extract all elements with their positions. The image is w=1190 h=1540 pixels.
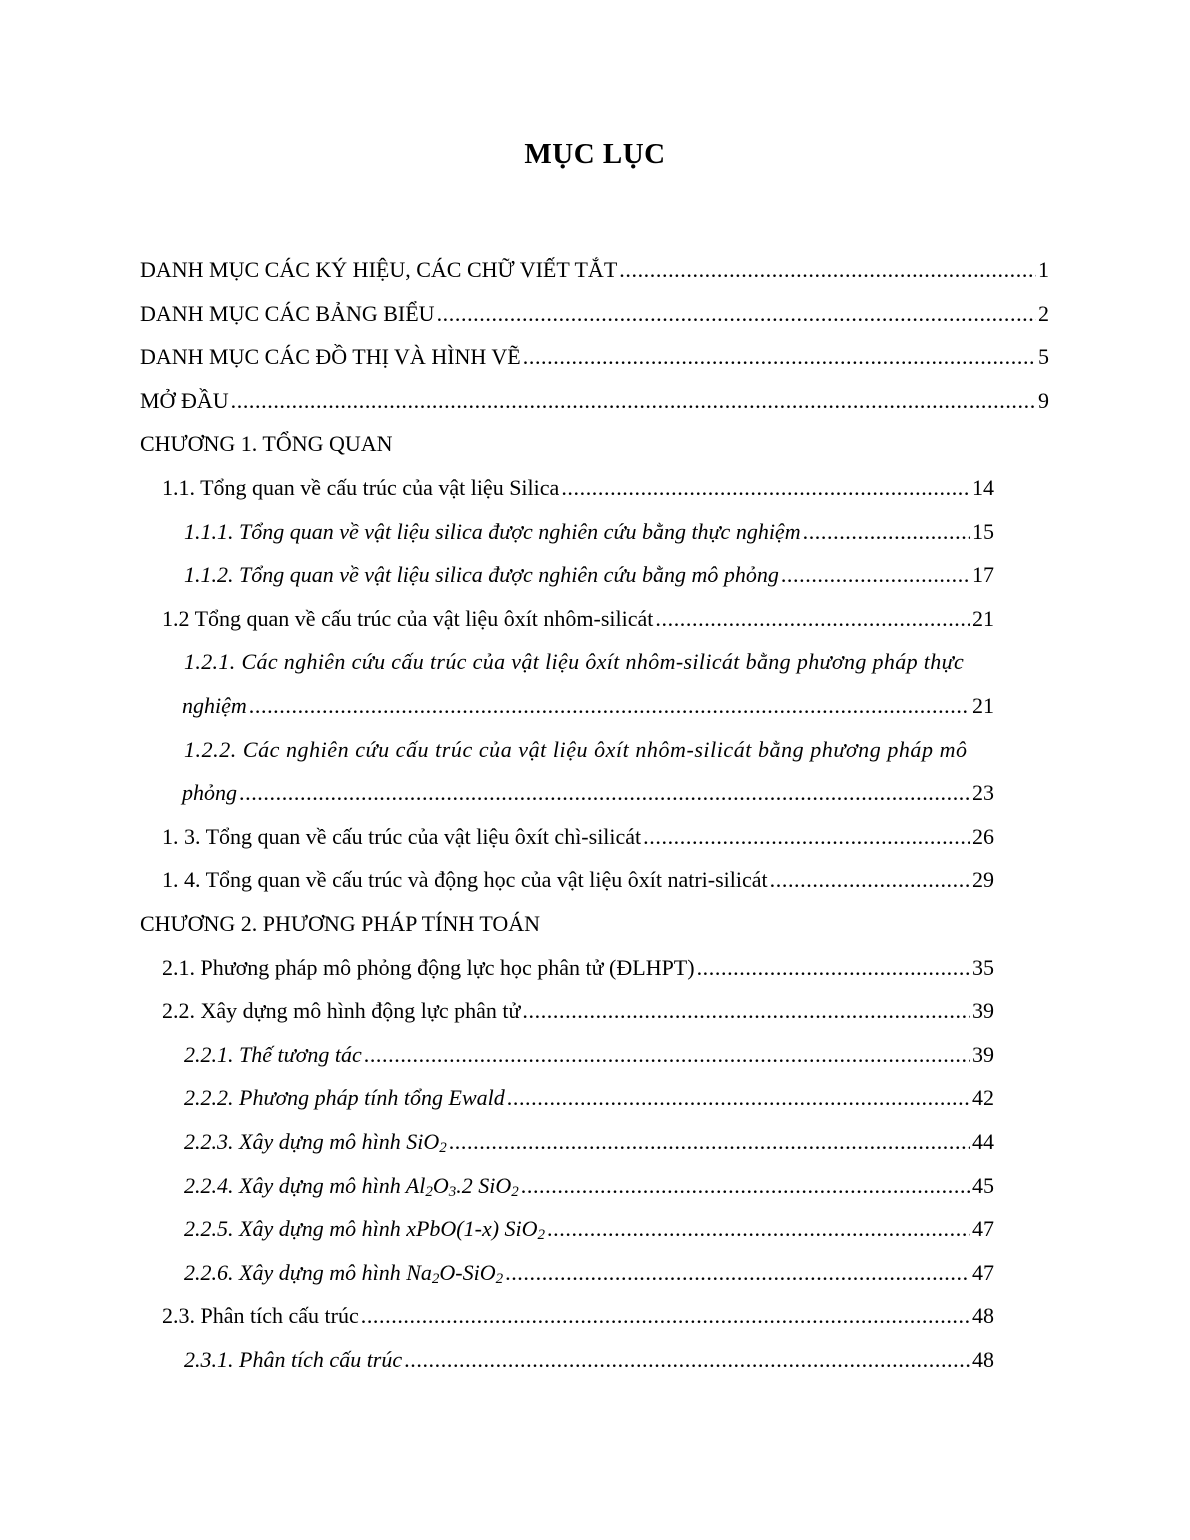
toc-entry[interactable] bbox=[140, 292, 1049, 336]
toc-entry-page: 44 bbox=[972, 1129, 994, 1154]
toc-entry-continuation[interactable] bbox=[182, 771, 994, 815]
toc-entry[interactable] bbox=[184, 1076, 994, 1120]
toc-entry-page: 39 bbox=[972, 998, 994, 1024]
toc-entry[interactable] bbox=[184, 1251, 994, 1295]
dot-leader bbox=[803, 510, 970, 554]
toc-entry-label: 1. 4. Tổng quan về cấu trúc và động học của vật liệu ôxít natri-silicát bbox=[162, 867, 768, 893]
subscript: 2 bbox=[425, 1183, 433, 1200]
dot-leader bbox=[523, 335, 1036, 379]
toc-chapter-heading[interactable] bbox=[140, 422, 1049, 466]
toc-entry[interactable] bbox=[184, 1207, 994, 1251]
subscript: 2 bbox=[495, 1270, 504, 1287]
toc-entry[interactable] bbox=[162, 466, 994, 510]
toc-entry[interactable] bbox=[184, 1120, 994, 1164]
toc-entry-label bbox=[184, 1207, 545, 1257]
toc-entry-page: 48 bbox=[972, 1303, 994, 1329]
dot-leader bbox=[249, 684, 970, 728]
toc-chapter-heading[interactable] bbox=[140, 902, 1049, 946]
subscript: 2 bbox=[537, 1227, 546, 1244]
toc-entry-page: 45 bbox=[972, 1172, 994, 1198]
toc-entry-page: 47 bbox=[972, 1216, 994, 1242]
toc-entry-page: 35 bbox=[972, 954, 994, 980]
toc-entry[interactable] bbox=[162, 1294, 994, 1338]
toc-entry-label: DANH MỤC CÁC KÝ HIỆU, CÁC CHỮ VIẾT TẮT bbox=[140, 257, 618, 282]
dot-leader bbox=[404, 1338, 970, 1382]
dot-leader bbox=[547, 1207, 970, 1251]
toc-entry[interactable] bbox=[162, 597, 994, 641]
toc-entry[interactable] bbox=[162, 815, 994, 859]
label-text: 2.2.6. Xây dựng mô hình Na bbox=[184, 1259, 432, 1285]
toc-entry-label: MỞ ĐẦU bbox=[140, 387, 229, 413]
toc-entry-page: 21 bbox=[972, 693, 994, 718]
toc-entry-continuation[interactable] bbox=[182, 684, 994, 728]
toc-entry[interactable] bbox=[184, 728, 1050, 772]
dot-leader bbox=[231, 379, 1036, 423]
toc-entry[interactable] bbox=[162, 989, 994, 1033]
toc-entry[interactable] bbox=[140, 379, 1049, 423]
subscript: 3 bbox=[448, 1183, 457, 1200]
toc-entry-label: 2.1. Phương pháp mô phỏng động lực học phân tử (ĐLHPT) bbox=[162, 954, 695, 980]
dot-leader bbox=[505, 1251, 970, 1295]
dot-leader bbox=[507, 1076, 970, 1120]
dot-leader bbox=[239, 771, 970, 815]
toc-entry-label: 1.2 Tổng quan về cấu trúc của vật liệu ôxít nhôm-silicát bbox=[162, 605, 654, 631]
toc-entry-page: 47 bbox=[972, 1259, 994, 1285]
toc-entry[interactable] bbox=[162, 858, 994, 902]
dot-leader bbox=[561, 466, 970, 510]
dot-leader bbox=[364, 1033, 970, 1077]
toc-entry-page: 14 bbox=[972, 475, 994, 500]
toc-entry[interactable] bbox=[184, 1164, 994, 1208]
toc-entry-page: 29 bbox=[972, 867, 994, 893]
toc-entry-label: 2.3.1. Phân tích cấu trúc bbox=[184, 1347, 403, 1372]
toc-entry[interactable] bbox=[184, 640, 1050, 684]
toc-entry-label bbox=[184, 1251, 503, 1301]
toc-entry-page: 5 bbox=[1038, 344, 1049, 370]
subscript: 2 bbox=[431, 1270, 440, 1287]
label-text: 2.2.5. Xây dựng mô hình xPbO(1-x) SiO bbox=[184, 1216, 538, 1242]
toc-entry-label-continuation: phỏng bbox=[182, 780, 237, 806]
toc-entry-label: 2.2.1. Thế tương tác bbox=[184, 1041, 362, 1067]
toc-entry-page: 23 bbox=[972, 780, 994, 806]
dot-leader bbox=[522, 989, 970, 1033]
toc-entry-label: 1.1. Tổng quan về cấu trúc của vật liệu Silica bbox=[162, 475, 560, 500]
toc-entry-page: 1 bbox=[1038, 257, 1049, 282]
toc-entry-label: 1. 3. Tổng quan về cấu trúc của vật liệu ôxít chì-silicát bbox=[162, 823, 642, 849]
toc-entry[interactable] bbox=[140, 248, 1049, 292]
toc-entry-label: DANH MỤC CÁC BẢNG BIỂU bbox=[140, 300, 435, 326]
toc-entry-page: 2 bbox=[1038, 300, 1049, 326]
toc-entry-page: 26 bbox=[972, 823, 994, 849]
toc-entry-label: 1.1.1. Tổng quan về vật liệu silica được nghiên cứu bằng thực nghiệm bbox=[184, 518, 801, 544]
dot-leader bbox=[781, 553, 970, 597]
toc-entry-label bbox=[184, 1120, 447, 1170]
subscript: 2 bbox=[439, 1140, 447, 1156]
subscript: 2 bbox=[511, 1183, 519, 1200]
toc-entry-label: 1.1.2. Tổng quan về vật liệu silica được nghiên cứu bằng mô phỏng bbox=[184, 562, 779, 588]
label-text: O bbox=[432, 1172, 449, 1198]
toc-entry-page: 39 bbox=[972, 1041, 994, 1067]
dot-leader bbox=[437, 292, 1036, 336]
dot-leader bbox=[449, 1120, 970, 1164]
toc-entry-label: 2.3. Phân tích cấu trúc bbox=[162, 1303, 359, 1329]
toc-entry[interactable] bbox=[184, 553, 994, 597]
toc-entry-page: 48 bbox=[972, 1347, 994, 1372]
toc-entry[interactable] bbox=[184, 1338, 994, 1382]
label-text: 2.2.3. Xây dựng mô hình SiO bbox=[184, 1129, 440, 1154]
toc-entry-label: DANH MỤC CÁC ĐỒ THỊ VÀ HÌNH VẼ bbox=[140, 344, 521, 370]
toc-entry-label: 2.2. Xây dựng mô hình động lực phân tử bbox=[162, 998, 521, 1024]
toc-entry-label: 2.2.2. Phương pháp tính tổng Ewald bbox=[184, 1085, 505, 1111]
toc-entry-label: CHƯƠNG 1. TỔNG QUAN bbox=[140, 431, 393, 457]
toc-entry-label: 1.2.1. Các nghiên cứu cấu trúc của vật liệu ôxít nhôm-silicát bằng phương pháp thực bbox=[184, 649, 965, 675]
page-title: MỤC LỤC bbox=[524, 138, 666, 170]
toc-entry-page: 42 bbox=[972, 1085, 994, 1111]
dot-leader bbox=[521, 1164, 970, 1208]
dot-leader bbox=[361, 1294, 970, 1338]
dot-leader bbox=[655, 597, 970, 641]
toc-entry-label: CHƯƠNG 2. PHƯƠNG PHÁP TÍNH TOÁN bbox=[140, 911, 541, 936]
label-text: O-SiO bbox=[439, 1259, 496, 1285]
toc-entry-page: 9 bbox=[1038, 387, 1049, 413]
dot-leader bbox=[697, 946, 970, 990]
toc-entry-label bbox=[184, 1164, 519, 1214]
toc-entry[interactable] bbox=[140, 335, 1049, 379]
toc-entry-page: 21 bbox=[972, 605, 994, 631]
toc-entry[interactable] bbox=[162, 946, 994, 990]
dot-leader bbox=[643, 815, 970, 859]
dot-leader bbox=[619, 248, 1036, 292]
toc-entry-page: 17 bbox=[972, 562, 994, 588]
toc-entry-label-continuation: nghiệm bbox=[182, 693, 247, 718]
toc-entry[interactable] bbox=[184, 510, 994, 554]
dot-leader bbox=[770, 858, 970, 902]
label-text: .2 SiO bbox=[456, 1172, 512, 1198]
label-text: 2.2.4. Xây dựng mô hình Al bbox=[184, 1172, 426, 1198]
toc-entry[interactable] bbox=[184, 1033, 994, 1077]
toc-entry-label: 1.2.2. Các nghiên cứu cấu trúc của vật liệu ôxít nhôm-silicát bằng phương pháp mô bbox=[184, 736, 968, 762]
toc-entry-page: 15 bbox=[972, 518, 994, 544]
